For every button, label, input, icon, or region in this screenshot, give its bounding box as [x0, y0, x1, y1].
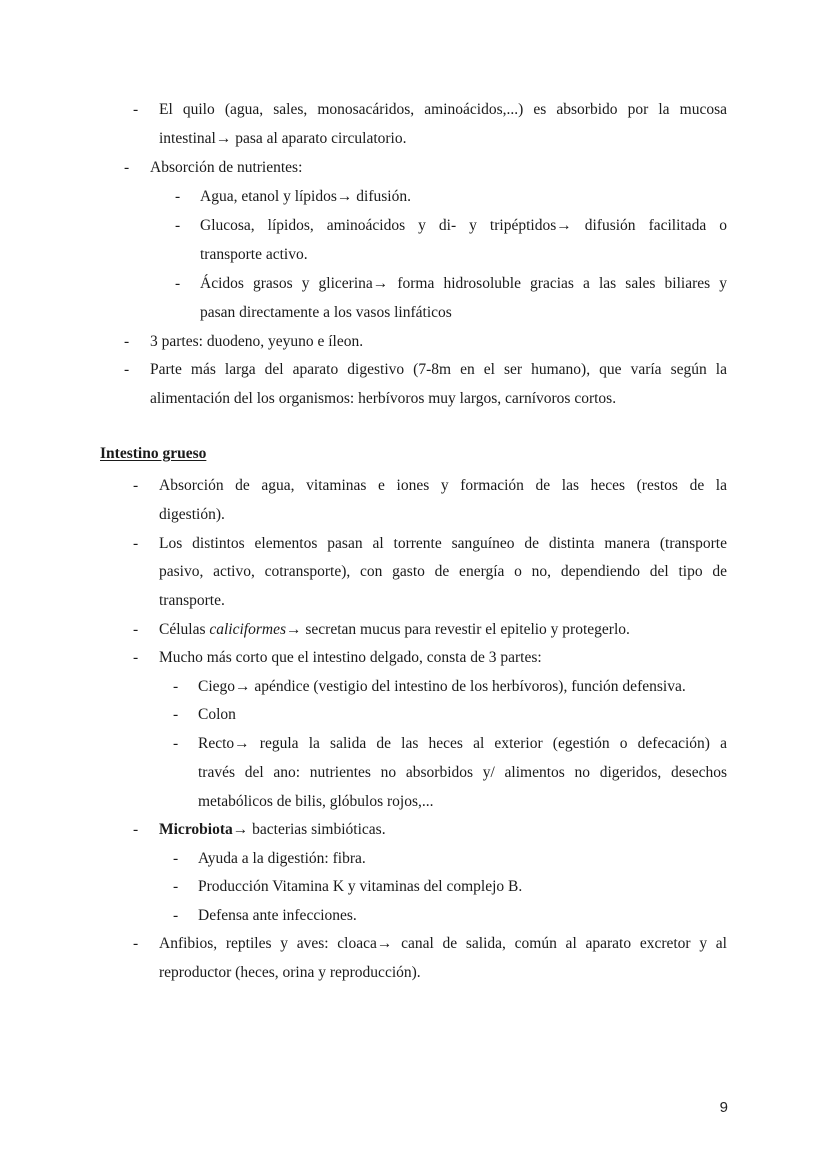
bullet-dash: - — [124, 159, 130, 176]
bullet-dash: - — [175, 275, 181, 292]
bullet-dash: - — [175, 188, 181, 205]
bullet-dash: - — [173, 706, 179, 723]
bullet-dash: - — [133, 101, 139, 118]
ciego: Ciego→ apéndice (vestigio del intestino de los herbívoros), función defensiva. — [198, 678, 686, 695]
bullet-dash: - — [133, 821, 139, 838]
recto-line-1: Recto→ regula la salida de las heces al exterior (egestión o defecación) a — [198, 735, 727, 752]
microbiota-term: Microbiota — [159, 821, 233, 838]
fatty-acids-line-1: Ácidos grasos y glicerina→ forma hidrosoluble gracias a las sales biliares y — [200, 275, 727, 292]
infection-defense: Defensa ante infecciones. — [198, 907, 357, 924]
water-ethanol-lipids: Agua, etanol y lípidos→ difusión. — [200, 188, 411, 205]
bullet-dash: - — [133, 935, 139, 952]
bullet-dash: - — [133, 477, 139, 494]
longest-part-line-2: alimentación del los organismos: herbívoros muy largos, carnívoros cortos. — [150, 390, 617, 407]
elements-line-2: pasivo, activo, cotransporte), con gasto de energía o no, dependiendo del tipo de — [159, 563, 727, 580]
bullet-dash: - — [173, 850, 179, 867]
bullet-dash: - — [124, 333, 130, 350]
glucose-line-1: Glucosa, lípidos, aminoácidos y di- y tripéptidos→ difusión facilitada o — [200, 217, 727, 234]
longest-part-line-1: Parte más larga del aparato digestivo (7-8m en el ser humano), que varía según la — [150, 361, 727, 378]
elements-line-3: transporte. — [159, 592, 225, 609]
nutrient-absorption-title: Absorción de nutrientes: — [150, 159, 303, 176]
digestion-help: Ayuda a la digestión: fibra. — [198, 850, 366, 867]
recto-line-3: metabólicos de bilis, glóbulos rojos,... — [198, 793, 434, 810]
shorter-intestine: Mucho más corto que el intestino delgado, consta de 3 partes: — [159, 649, 542, 666]
absorption-line-2: digestión). — [159, 506, 225, 523]
bullet-dash: - — [175, 217, 181, 234]
bullet-dash: - — [133, 535, 139, 552]
bullet-dash: - — [173, 878, 179, 895]
quilo-line-2: intestinal→ pasa al aparato circulatorio. — [159, 130, 407, 147]
elements-line-1: Los distintos elementos pasan al torrente sanguíneo de distinta manera (transporte — [159, 535, 727, 552]
absorption-line-1: Absorción de agua, vitaminas e iones y formación de las heces (restos de la — [159, 477, 727, 494]
colon: Colon — [198, 706, 236, 723]
vitamin-production: Producción Vitamina K y vitaminas del complejo B. — [198, 878, 523, 895]
bullet-dash: - — [173, 907, 179, 924]
bullet-dash: - — [133, 621, 139, 638]
recto-line-2: través del ano: nutrientes no absorbidos y/ alimentos no digeridos, desechos — [198, 764, 727, 781]
cloaca-line-1: Anfibios, reptiles y aves: cloaca→ canal de salida, común al aparato excretor y al — [159, 935, 727, 952]
glucose-line-2: transporte activo. — [200, 246, 308, 263]
bullet-dash: - — [133, 649, 139, 666]
fatty-acids-line-2: pasan directamente a los vasos linfáticos — [200, 304, 452, 321]
bullet-dash: - — [124, 361, 130, 378]
bullet-dash: - — [173, 678, 179, 695]
page-number: 9 — [719, 1099, 728, 1116]
quilo-line-1: El quilo (agua, sales, monosacáridos, aminoácidos,...) es absorbido por la mucosa — [159, 101, 727, 118]
three-parts: 3 partes: duodeno, yeyuno e íleon. — [150, 333, 364, 350]
cloaca-line-2: reproductor (heces, orina y reproducción). — [159, 964, 421, 981]
caliciformes-term: caliciformes — [209, 621, 286, 638]
bullet-dash: - — [173, 735, 179, 752]
microbiota: Microbiota→ bacterias simbióticas. — [159, 821, 386, 838]
section-heading: Intestino grueso — [100, 445, 207, 462]
caliciform-cells: Células caliciformes→ secretan mucus para revestir el epitelio y protegerlo. — [159, 621, 630, 638]
